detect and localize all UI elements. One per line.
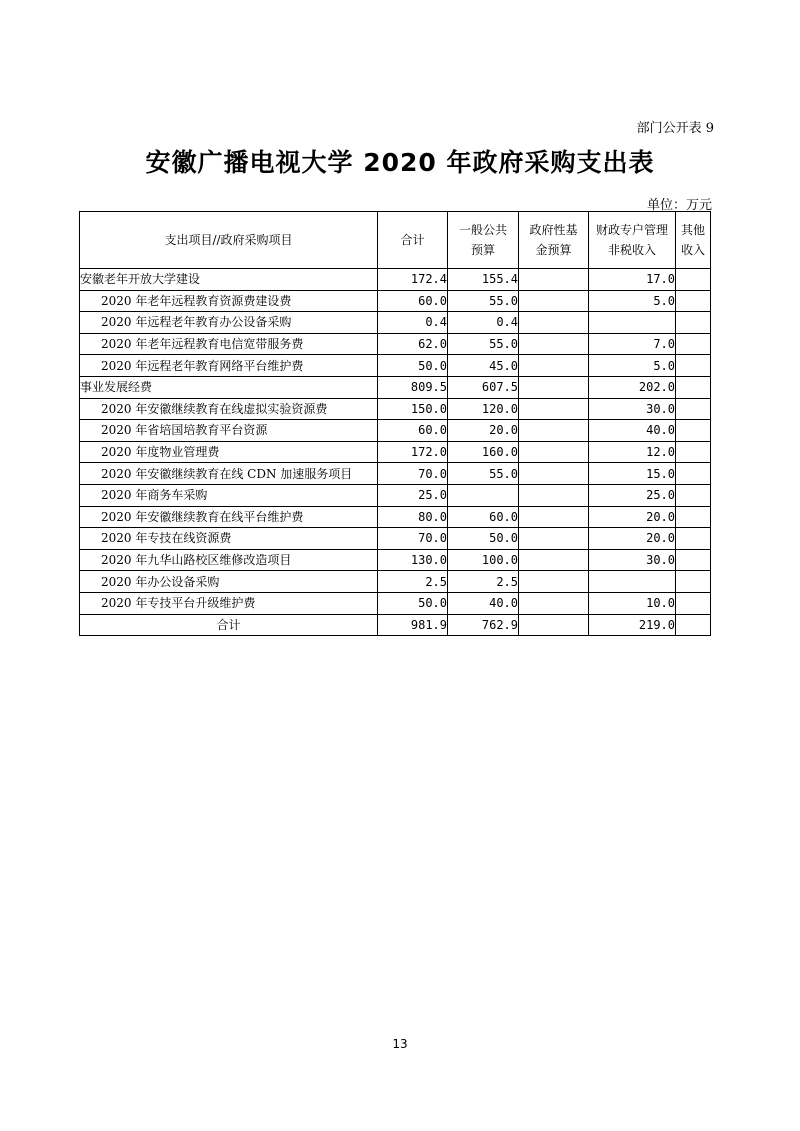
item-cell: 2020 年专技在线资源费 (80, 528, 378, 550)
other-income-cell (676, 614, 711, 636)
special-account-cell: 40.0 (589, 420, 676, 442)
item-cell: 2020 年老年远程教育资源费建设费 (80, 290, 378, 312)
total-row (80, 614, 711, 636)
fund-budget-cell (519, 528, 589, 550)
total-cell: 150.0 (378, 398, 448, 420)
special-account-cell (589, 571, 676, 593)
total-cell: 50.0 (378, 355, 448, 377)
other-income-cell (676, 528, 711, 550)
item-cell: 2020 年远程老年教育办公设备采购 (80, 312, 378, 334)
general-budget-cell: 50.0 (448, 528, 519, 550)
general-budget-cell: 40.0 (448, 592, 519, 614)
table-row (80, 506, 711, 528)
total-cell: 50.0 (378, 592, 448, 614)
fund-budget-cell (519, 614, 589, 636)
total-cell: 70.0 (378, 463, 448, 485)
other-income-cell (676, 269, 711, 291)
page-title: 安徽广播电视大学 2020 年政府采购支出表 (145, 148, 655, 177)
total-cell: 172.4 (378, 269, 448, 291)
special-account-cell: 5.0 (589, 355, 676, 377)
total-cell: 172.0 (378, 441, 448, 463)
table-row (80, 269, 711, 291)
special-account-cell: 30.0 (589, 549, 676, 571)
item-cell: 2020 年省培国培教育平台资源 (80, 420, 378, 442)
table-row (80, 441, 711, 463)
fund-budget-cell (519, 484, 589, 506)
unit-label: 单位：万元 (646, 198, 712, 213)
item-cell: 2020 年安徽继续教育在线平台维护费 (80, 506, 378, 528)
fund-budget-cell (519, 333, 589, 355)
item-cell: 2020 年九华山路校区维修改造项目 (80, 549, 378, 571)
item-cell: 2020 年老年远程教育电信宽带服务费 (80, 333, 378, 355)
table-row (80, 592, 711, 614)
general-budget-cell: 60.0 (448, 506, 519, 528)
other-income-cell (676, 312, 711, 334)
other-income-cell (676, 592, 711, 614)
header-item: 支出项目//政府采购项目 (80, 212, 378, 269)
fund-budget-cell (519, 290, 589, 312)
header-special-account: 财政专户管理 非税收入 (589, 212, 676, 269)
item-cell: 2020 年远程老年教育网络平台维护费 (80, 355, 378, 377)
procurement-table (79, 211, 711, 636)
other-income-cell (676, 376, 711, 398)
special-account-cell: 20.0 (589, 528, 676, 550)
item-cell: 合计 (80, 614, 378, 636)
other-income-cell (676, 549, 711, 571)
item-cell: 2020 年度物业管理费 (80, 441, 378, 463)
general-budget-cell: 2.5 (448, 571, 519, 593)
table-header-row (80, 212, 711, 269)
fund-budget-cell (519, 506, 589, 528)
fund-budget-cell (519, 376, 589, 398)
other-income-cell (676, 484, 711, 506)
total-cell: 62.0 (378, 333, 448, 355)
other-income-cell (676, 441, 711, 463)
other-income-cell (676, 463, 711, 485)
fund-budget-cell (519, 571, 589, 593)
item-cell: 事业发展经费 (80, 376, 378, 398)
total-cell: 25.0 (378, 484, 448, 506)
general-budget-cell: 160.0 (448, 441, 519, 463)
header-other-income: 其他 收入 (676, 212, 711, 269)
other-income-cell (676, 571, 711, 593)
item-cell: 2020 年办公设备采购 (80, 571, 378, 593)
item-cell: 2020 年专技平台升级维护费 (80, 592, 378, 614)
table-row (80, 398, 711, 420)
special-account-cell: 30.0 (589, 398, 676, 420)
other-income-cell (676, 506, 711, 528)
table-row (80, 528, 711, 550)
item-cell: 2020 年商务车采购 (80, 484, 378, 506)
total-cell: 60.0 (378, 290, 448, 312)
page-number: 13 (392, 1037, 408, 1051)
table-row (80, 549, 711, 571)
item-cell: 2020 年安徽继续教育在线虚拟实验资源费 (80, 398, 378, 420)
general-budget-cell: 55.0 (448, 333, 519, 355)
item-cell: 2020 年安徽继续教育在线 CDN 加速服务项目 (80, 463, 378, 485)
table-row (80, 312, 711, 334)
special-account-cell (589, 312, 676, 334)
fund-budget-cell (519, 312, 589, 334)
header-total: 合计 (378, 212, 448, 269)
general-budget-cell: 0.4 (448, 312, 519, 334)
total-cell: 80.0 (378, 506, 448, 528)
fund-budget-cell (519, 398, 589, 420)
other-income-cell (676, 333, 711, 355)
fund-budget-cell (519, 549, 589, 571)
special-account-cell: 25.0 (589, 484, 676, 506)
general-budget-cell: 120.0 (448, 398, 519, 420)
other-income-cell (676, 355, 711, 377)
special-account-cell: 15.0 (589, 463, 676, 485)
total-cell: 809.5 (378, 376, 448, 398)
general-budget-cell: 55.0 (448, 463, 519, 485)
fund-budget-cell (519, 441, 589, 463)
total-cell: 60.0 (378, 420, 448, 442)
page-label: 部门公开表 9 (636, 121, 714, 136)
table-row (80, 463, 711, 485)
table-row (80, 571, 711, 593)
fund-budget-cell (519, 463, 589, 485)
total-cell: 70.0 (378, 528, 448, 550)
fund-budget-cell (519, 355, 589, 377)
special-account-cell: 7.0 (589, 333, 676, 355)
special-account-cell: 20.0 (589, 506, 676, 528)
general-budget-cell: 155.4 (448, 269, 519, 291)
other-income-cell (676, 398, 711, 420)
special-account-cell: 10.0 (589, 592, 676, 614)
table-row (80, 420, 711, 442)
table-row (80, 355, 711, 377)
table-row (80, 484, 711, 506)
table-row (80, 333, 711, 355)
total-cell: 0.4 (378, 312, 448, 334)
total-cell: 130.0 (378, 549, 448, 571)
fund-budget-cell (519, 269, 589, 291)
special-account-cell: 202.0 (589, 376, 676, 398)
general-budget-cell: 20.0 (448, 420, 519, 442)
general-budget-cell: 100.0 (448, 549, 519, 571)
header-fund-budget: 政府性基 金预算 (519, 212, 589, 269)
other-income-cell (676, 420, 711, 442)
special-account-cell: 17.0 (589, 269, 676, 291)
header-general-budget: 一般公共 预算 (448, 212, 519, 269)
general-budget-cell: 45.0 (448, 355, 519, 377)
special-account-cell: 5.0 (589, 290, 676, 312)
item-cell: 安徽老年开放大学建设 (80, 269, 378, 291)
general-budget-cell (448, 484, 519, 506)
table-row (80, 290, 711, 312)
other-income-cell (676, 290, 711, 312)
total-cell: 981.9 (378, 614, 448, 636)
fund-budget-cell (519, 420, 589, 442)
special-account-cell: 219.0 (589, 614, 676, 636)
fund-budget-cell (519, 592, 589, 614)
special-account-cell: 12.0 (589, 441, 676, 463)
general-budget-cell: 762.9 (448, 614, 519, 636)
total-cell: 2.5 (378, 571, 448, 593)
general-budget-cell: 55.0 (448, 290, 519, 312)
table-row (80, 376, 711, 398)
general-budget-cell: 607.5 (448, 376, 519, 398)
